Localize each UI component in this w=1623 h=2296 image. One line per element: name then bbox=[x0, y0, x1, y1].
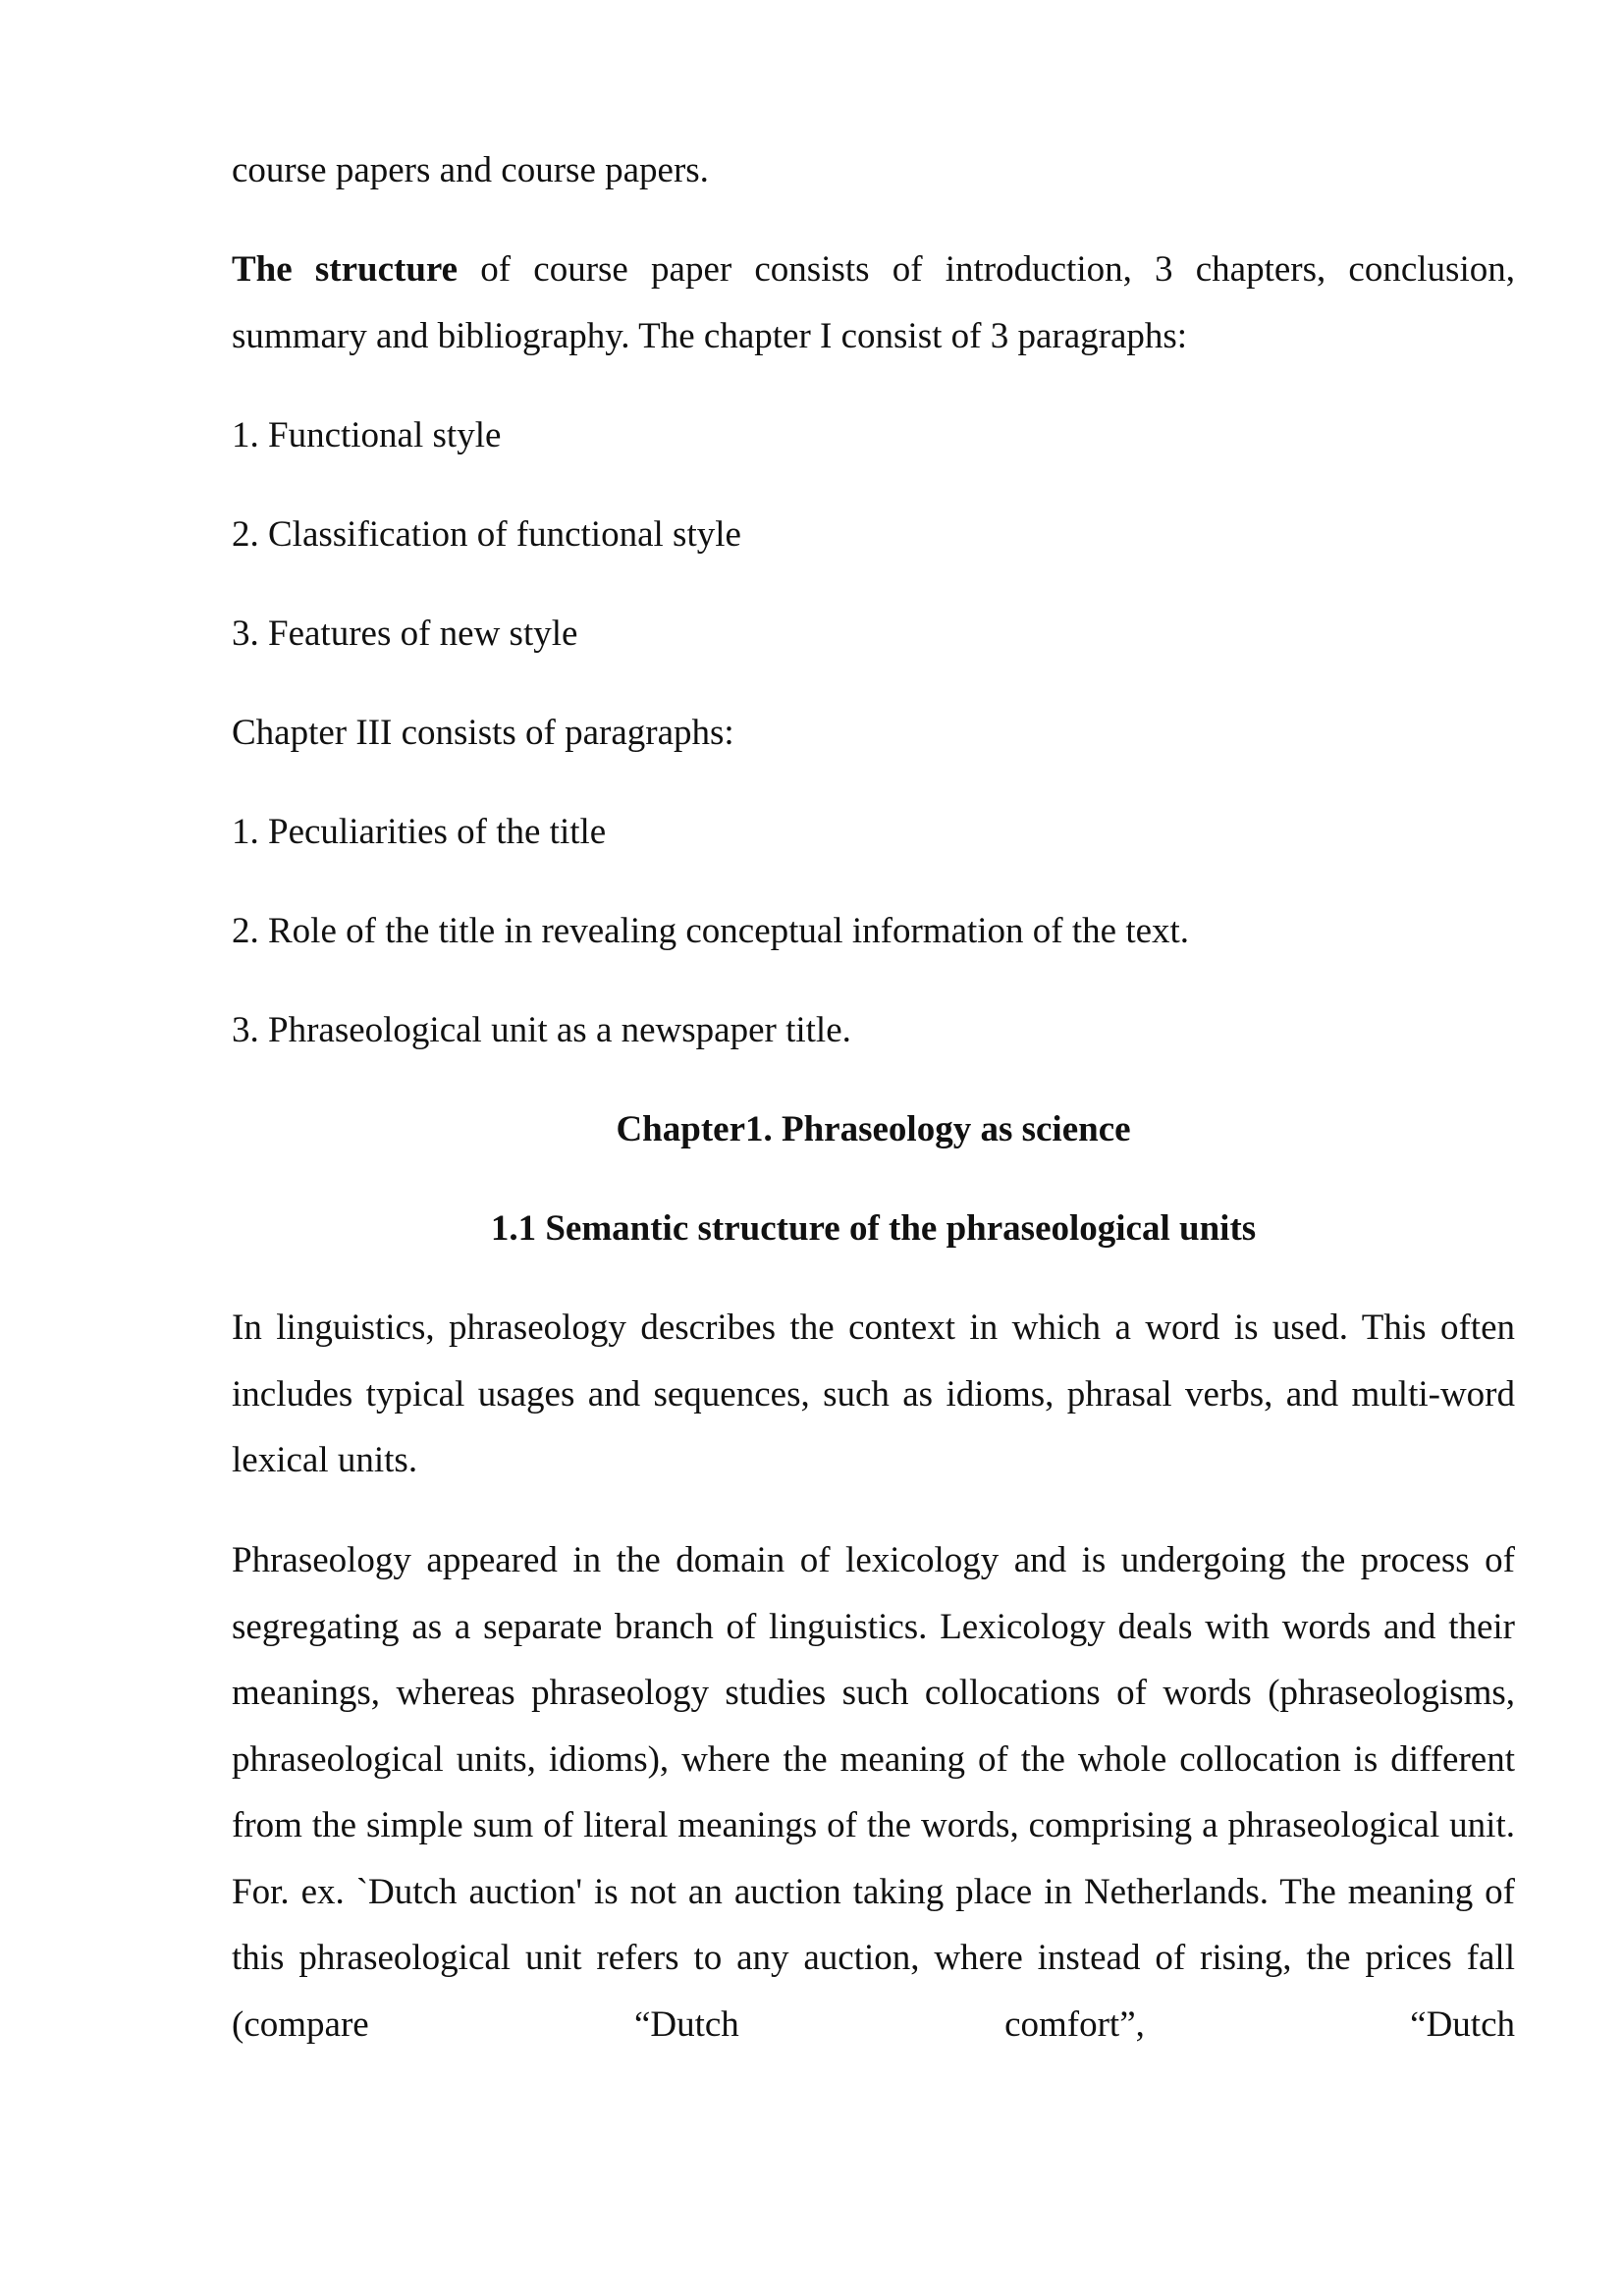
chapter-three-intro: Chapter III consists of paragraphs: bbox=[232, 713, 734, 753]
list-item: 3. Phraseological unit as a newspaper title. bbox=[232, 1010, 851, 1050]
section-heading: 1.1 Semantic structure of the phraseological units bbox=[490, 1208, 1257, 1249]
list-item: 1. Peculiarities of the title bbox=[232, 812, 607, 852]
structure-text: of course paper consists of introduction, 3 chapters, conclusion, summary and bibliography. The chapter I consist of 3 paragraphs: bbox=[232, 249, 1515, 356]
list-item: 3. Features of new style bbox=[232, 614, 578, 654]
chapter-heading: Chapter1. Phraseology as science bbox=[616, 1109, 1131, 1149]
list-item: 2. Classification of functional style bbox=[232, 514, 741, 555]
body-paragraph: Phraseology appeared in the domain of lexicology and is undergoing the process of segregating as a separate branch of linguistics. Lexicology deals with words and their meanings, whereas phraseology studies such collocations of words (phraseologisms, phraseological units, idioms), where the meaning of the whole collocation is different from the simple sum of literal meanings of the words, comprising a phraseological unit. For. ex. `Dutch auction' is not an auction taking place in Netherlands. The meaning of this phraseological unit refers to any auction, where instead of rising, the prices fall (compare “Dutch comfort”, “Dutch bbox=[232, 1540, 1515, 2045]
list-item: 2. Role of the title in revealing conceptual information of the text. bbox=[232, 911, 1190, 951]
structure-bold-term: The structure bbox=[232, 249, 459, 290]
structure-paragraph bbox=[232, 237, 1515, 369]
body-paragraph: In linguistics, phraseology describes the context in which a word is used. This often includes typical usages and sequences, such as idioms, phrasal verbs, and multi-word lexical units. bbox=[232, 1308, 1515, 1480]
list-item: 1. Functional style bbox=[232, 415, 502, 455]
continuation-line: course papers and course papers. bbox=[232, 150, 709, 190]
